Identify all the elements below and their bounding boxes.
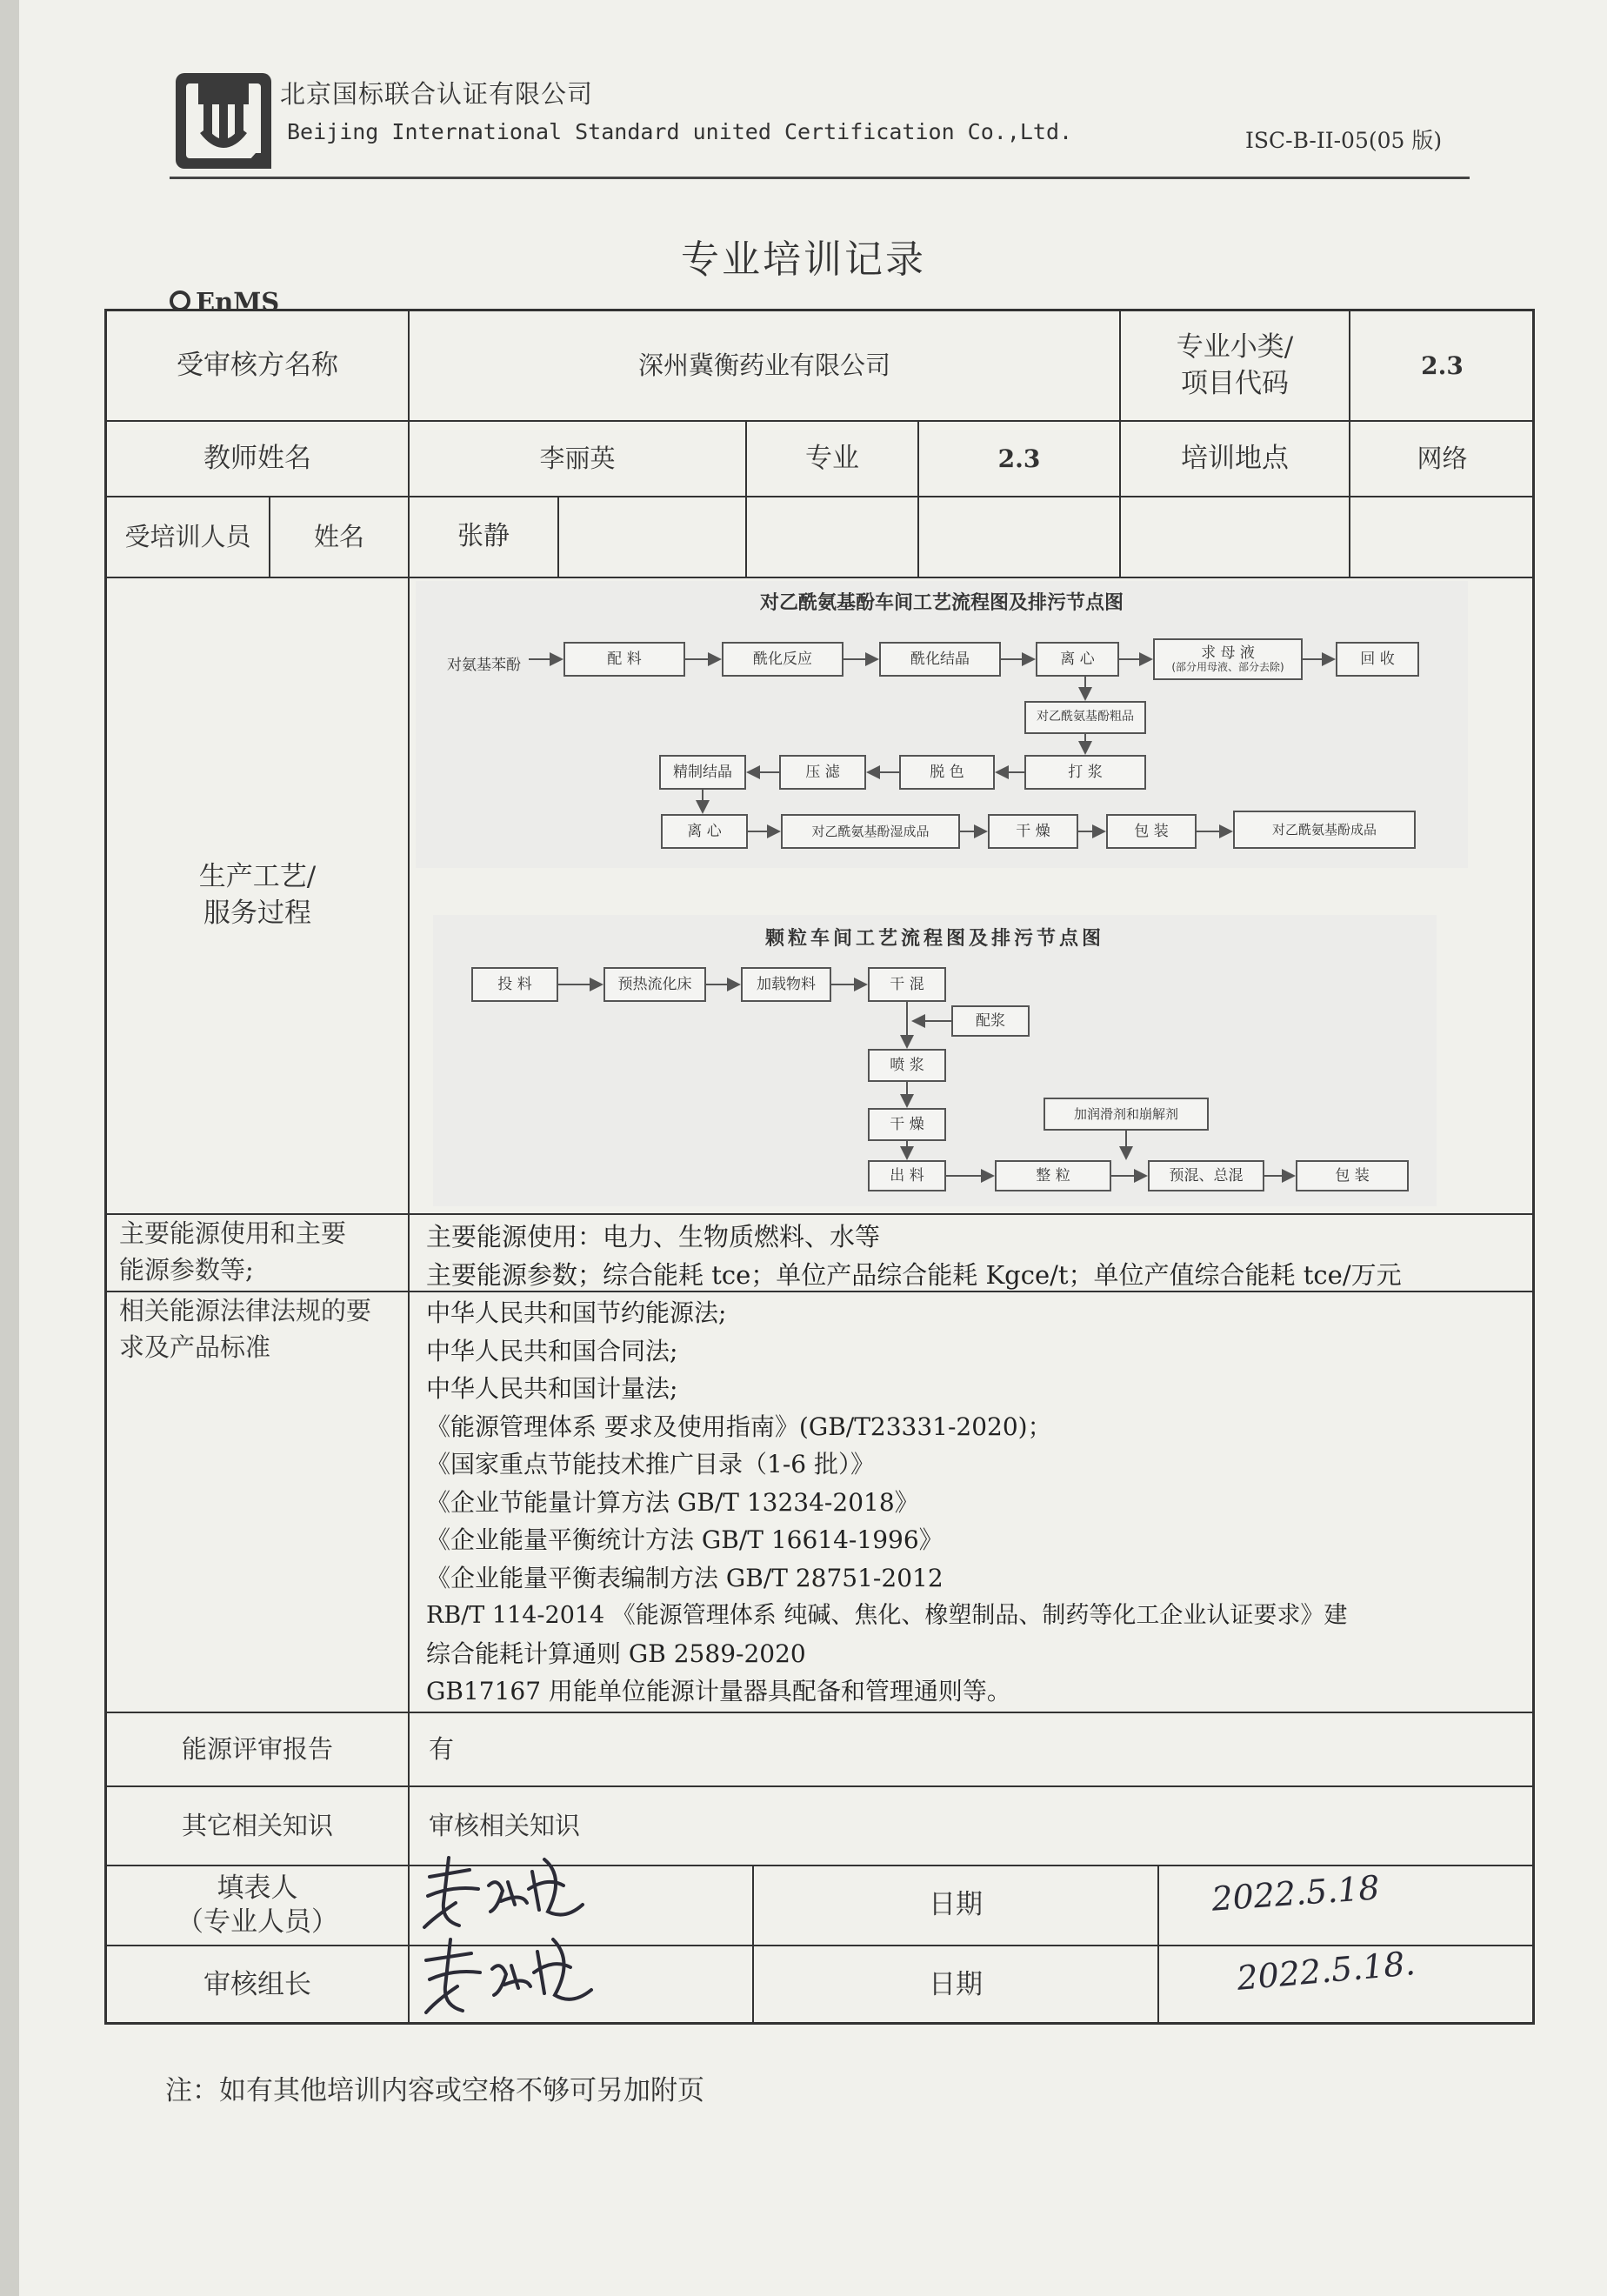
auditee-value: 深州冀衡药业有限公司	[637, 350, 890, 380]
laws-label-line2: 求及产品标准	[119, 1332, 271, 1363]
law-item: 《国家重点节能技术推广目录（1-6 批）》	[426, 1450, 875, 1478]
law-item: RB/T 114-2014 《能源管理体系 纯碱、焦化、橡塑制品、制药等化工企业认证要求》建	[426, 1602, 1348, 1629]
flow-step-granulate: 整 粒	[995, 1160, 1111, 1191]
law-item: 综合能耗计算通则 GB 2589-2020	[426, 1639, 806, 1668]
law-item: 《企业节能量计算方法 GB/T 13234-2018》	[426, 1487, 919, 1517]
diagram2-arrows	[433, 915, 1437, 1206]
flow-step-package-2: 包 装	[1296, 1160, 1409, 1191]
flow-step-feed: 投 料	[471, 967, 558, 1002]
flow-step-dry-mix: 干 混	[868, 967, 946, 1002]
process-flow-diagram-2	[433, 915, 1437, 1206]
law-item: 中华人民共和国合同法;	[426, 1336, 678, 1365]
leader-signature	[417, 1932, 600, 2019]
filler-date-value: 2022.5.18	[1210, 1868, 1381, 1919]
process-label-line1: 生产工艺/	[198, 861, 317, 893]
company-logo	[172, 70, 275, 172]
law-item: 《能源管理体系 要求及使用指南》(GB/T23331-2020)；	[426, 1412, 1052, 1441]
flow-step-decolorize: 脱 色	[899, 755, 995, 790]
filler-label	[107, 1866, 408, 1945]
law-item: 中华人民共和国节约能源法;	[426, 1298, 727, 1327]
mother-liquor-note: (部分用母液、部分去除)	[1171, 660, 1284, 673]
flow-step-final-product: 对乙酰氨基酚成品	[1233, 811, 1416, 849]
flow-step-crystallization: 酰化结晶	[879, 642, 1001, 677]
flow-step-slurry-prep: 配浆	[951, 1005, 1030, 1037]
trainee-label: 受培训人员	[124, 521, 251, 551]
subcategory-label	[1121, 311, 1349, 420]
company-name-cn: 北京国标联合认证有限公司	[280, 79, 594, 109]
subcategory-label-line2: 项目代码	[1181, 367, 1289, 399]
process-flow-diagram-1	[416, 581, 1468, 868]
filler-signature	[417, 1851, 591, 1933]
flow-step-ingredient: 配 料	[563, 642, 685, 677]
process-label-line2: 服务过程	[203, 898, 311, 929]
flow-step-discharge: 出 料	[868, 1160, 946, 1191]
energy-content	[426, 1218, 1402, 1294]
energy-label	[119, 1215, 406, 1291]
review-report-label: 能源评审报告	[181, 1733, 333, 1764]
flow-step-centrifuge: 离 心	[1036, 642, 1119, 677]
subcategory-label-line1: 专业小类/	[1176, 330, 1294, 363]
training-place-label: 培训地点	[1181, 442, 1289, 474]
energy-label-line1: 主要能源使用和主要	[119, 1218, 347, 1248]
flow-step-dry-2: 干 燥	[868, 1108, 946, 1141]
energy-line1: 主要能源使用：电力、生物质燃料、水等	[426, 1222, 881, 1251]
diagram1-arrows	[416, 581, 1468, 868]
flow-step-premix: 预混、总混	[1148, 1160, 1264, 1191]
teacher-label: 教师姓名	[203, 442, 311, 474]
auditee-label: 受审核方名称	[177, 349, 338, 381]
filler-label-line2: （专业人员）	[177, 1906, 338, 1938]
company-name-en: Beijing International Standard united Certification Co.,Ltd.	[287, 119, 1073, 144]
col-divider	[557, 496, 559, 577]
diagram1-title: 对乙酰氨基酚车间工艺流程图及排污节点图	[759, 592, 1124, 614]
flow-step-refine-crystallize: 精制结晶	[659, 755, 746, 790]
diagram2-title: 颗粒车间工艺流程图及排污节点图	[764, 928, 1104, 950]
energy-line2: 主要能源参数；综合能耗 tce；单位产品综合能耗 Kgce/t；单位产值综合能耗 tce/万元	[426, 1260, 1402, 1290]
flow-step-load-material: 加载物料	[741, 967, 831, 1002]
flow-step-slurry: 打 浆	[1024, 755, 1146, 790]
laws-label-line1: 相关能源法律法规的要	[119, 1296, 372, 1325]
law-item: 《企业能量平衡表编制方法 GB/T 28751-2012	[426, 1563, 944, 1592]
training-place-value: 网络	[1417, 443, 1468, 473]
leader-label: 审核组长	[203, 1969, 311, 2001]
teacher-value: 李丽英	[539, 443, 616, 473]
flow-step-fluid-bed: 预热流化床	[603, 967, 706, 1002]
flow-step-additive: 加润滑剂和崩解剂	[1044, 1098, 1209, 1131]
system-tag-label: EnMS	[196, 287, 280, 317]
flow-step-package: 包 装	[1106, 814, 1197, 849]
diagram1-start: 对氨基苯酚	[447, 657, 521, 674]
form-code: ISC-B-II-05(05 版)	[1245, 128, 1443, 153]
header-divider	[170, 177, 1470, 179]
mother-liquor-label: 求 母 液	[1201, 644, 1255, 663]
leader-date-value: 2022.5.18.	[1235, 1944, 1417, 1999]
review-report-value: 有	[429, 1733, 455, 1764]
process-label	[107, 578, 408, 1213]
major-label: 专业	[805, 442, 859, 474]
flow-step-recycle: 回 收	[1336, 642, 1419, 677]
name-label: 姓名	[313, 521, 364, 551]
law-item: 中华人民共和国计量法;	[426, 1374, 678, 1403]
flow-step-acylation: 酰化反应	[722, 642, 844, 677]
law-item: 《企业能量平衡统计方法 GB/T 16614-1996》	[426, 1525, 944, 1554]
leader-date-label: 日期	[929, 1969, 983, 2001]
laws-list	[426, 1294, 1347, 1711]
flow-step-press-filter: 压 滤	[779, 755, 866, 790]
energy-label-line2: 能源参数等;	[119, 1255, 254, 1285]
filler-date-label: 日期	[929, 1889, 983, 1921]
laws-label	[119, 1292, 406, 1712]
document-title: 专业培训记录	[681, 237, 926, 282]
other-knowledge-value: 审核相关知识	[429, 1810, 581, 1840]
col-divider	[1157, 1865, 1159, 2025]
flow-step-wet-product: 对乙酰氨基酚湿成品	[781, 814, 960, 849]
law-item: GB17167 用能单位能源计量器具配备和管理通则等。	[426, 1677, 1011, 1705]
other-knowledge-label: 其它相关知识	[181, 1810, 333, 1840]
flow-step-centrifuge-2: 离 心	[661, 814, 748, 849]
filler-label-line1: 填表人	[217, 1872, 298, 1905]
flow-step-spray: 喷 浆	[868, 1049, 946, 1082]
major-value: 2.3	[997, 444, 1041, 473]
trainee-name: 张静	[457, 521, 510, 552]
footnote: 注：如有其他培训内容或空格不够可另加附页	[165, 2075, 704, 2106]
subcategory-value: 2.3	[1421, 350, 1464, 380]
flow-step-dry: 干 燥	[988, 814, 1078, 849]
flow-step-crude-product: 对乙酰氨基酚粗品	[1024, 701, 1146, 734]
